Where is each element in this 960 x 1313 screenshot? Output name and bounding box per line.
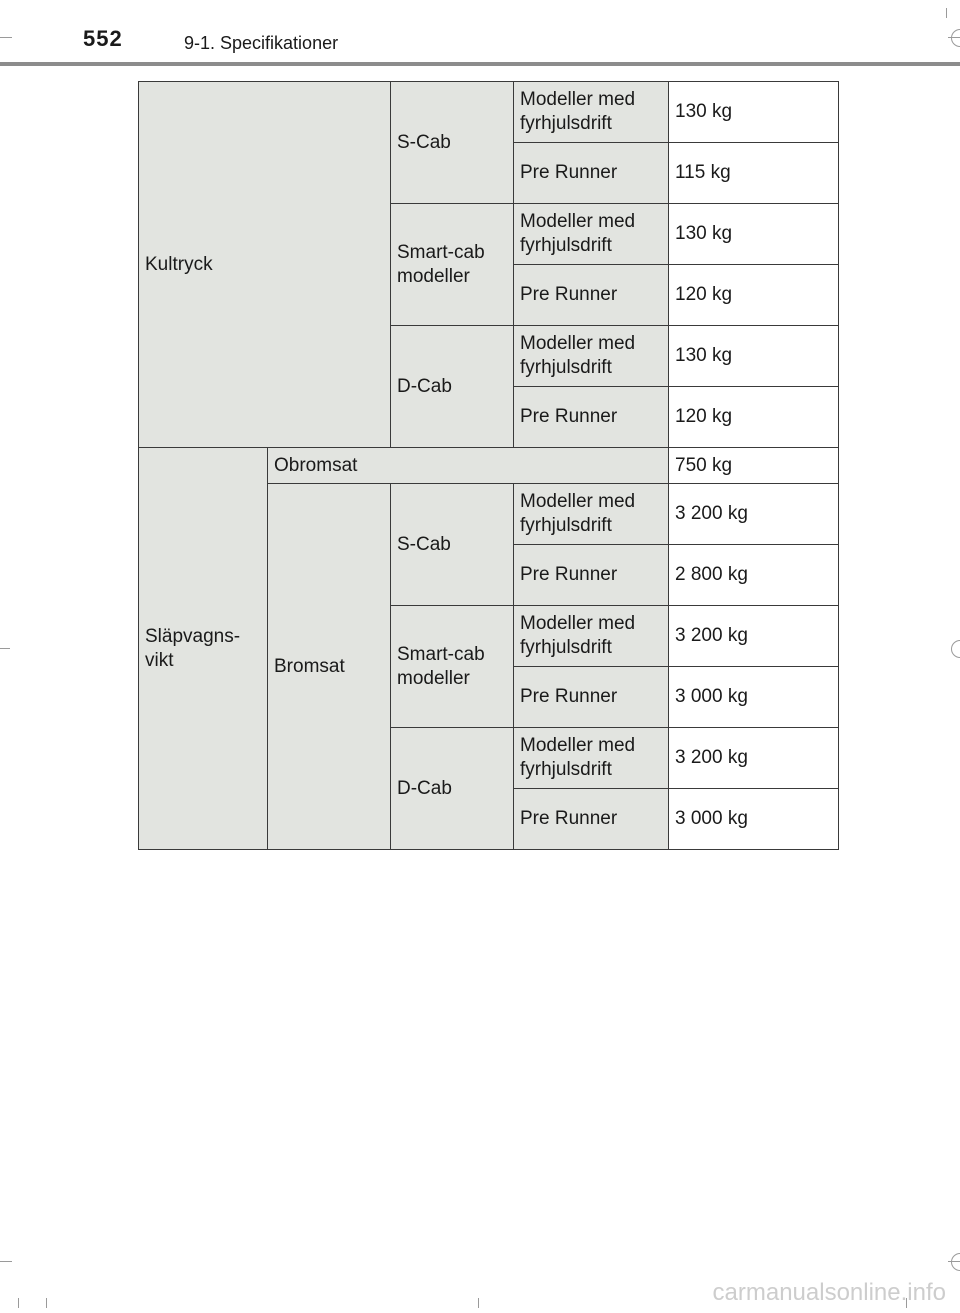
value-cell: 3 200 kg <box>669 484 839 545</box>
variant-cell: Pre Runner <box>514 265 669 326</box>
cab-type-cell: Smart-cab modeller <box>391 606 514 728</box>
value-cell: 130 kg <box>669 204 839 265</box>
value-cell: 115 kg <box>669 143 839 204</box>
section-title: 9-1. Specifikationer <box>184 33 339 53</box>
registration-mark-icon <box>951 29 960 47</box>
cab-type-cell: D-Cab <box>391 728 514 850</box>
crop-mark <box>18 1298 19 1308</box>
value-cell: 130 kg <box>669 326 839 387</box>
bromsat-label: Bromsat <box>268 484 391 850</box>
variant-cell: Modeller med fyrhjulsdrift <box>514 728 669 789</box>
kultryck-label: Kultryck <box>139 82 391 448</box>
crop-mark <box>0 37 12 38</box>
variant-cell: Modeller med fyrhjulsdrift <box>514 82 669 143</box>
value-cell: 3 000 kg <box>669 789 839 850</box>
slapvagnsvikt-label: Släpvagns- vikt <box>139 448 268 850</box>
cab-type-cell: Smart-cab modeller <box>391 204 514 326</box>
variant-cell: Modeller med fyrhjulsdrift <box>514 326 669 387</box>
obromsat-label: Obromsat <box>268 448 669 484</box>
value-cell: 120 kg <box>669 387 839 448</box>
cab-type-cell: D-Cab <box>391 326 514 448</box>
watermark: carmanualsonline.info <box>712 1279 946 1306</box>
variant-cell: Modeller med fyrhjulsdrift <box>514 484 669 545</box>
header-rule <box>0 62 960 66</box>
crop-mark <box>0 648 10 649</box>
crop-mark <box>478 1298 479 1308</box>
variant-cell: Pre Runner <box>514 789 669 850</box>
value-cell: 3 200 kg <box>669 606 839 667</box>
crop-mark <box>0 1261 12 1262</box>
value-cell: 2 800 kg <box>669 545 839 606</box>
registration-mark-icon <box>951 1253 960 1271</box>
variant-cell: Pre Runner <box>514 545 669 606</box>
variant-cell: Pre Runner <box>514 387 669 448</box>
registration-mark-icon <box>951 640 960 658</box>
variant-cell: Pre Runner <box>514 667 669 728</box>
cab-type-cell: S-Cab <box>391 82 514 204</box>
value-cell: 130 kg <box>669 82 839 143</box>
table-row <box>139 82 839 143</box>
value-cell: 750 kg <box>669 448 839 484</box>
page-number: 552 <box>83 26 123 51</box>
cab-type-cell: S-Cab <box>391 484 514 606</box>
value-cell: 3 000 kg <box>669 667 839 728</box>
specification-table <box>138 81 839 850</box>
table-row <box>139 448 839 484</box>
variant-cell: Pre Runner <box>514 143 669 204</box>
value-cell: 120 kg <box>669 265 839 326</box>
value-cell: 3 200 kg <box>669 728 839 789</box>
crop-mark <box>46 1298 47 1308</box>
crop-mark <box>946 8 947 18</box>
variant-cell: Modeller med fyrhjulsdrift <box>514 606 669 667</box>
variant-cell: Modeller med fyrhjulsdrift <box>514 204 669 265</box>
